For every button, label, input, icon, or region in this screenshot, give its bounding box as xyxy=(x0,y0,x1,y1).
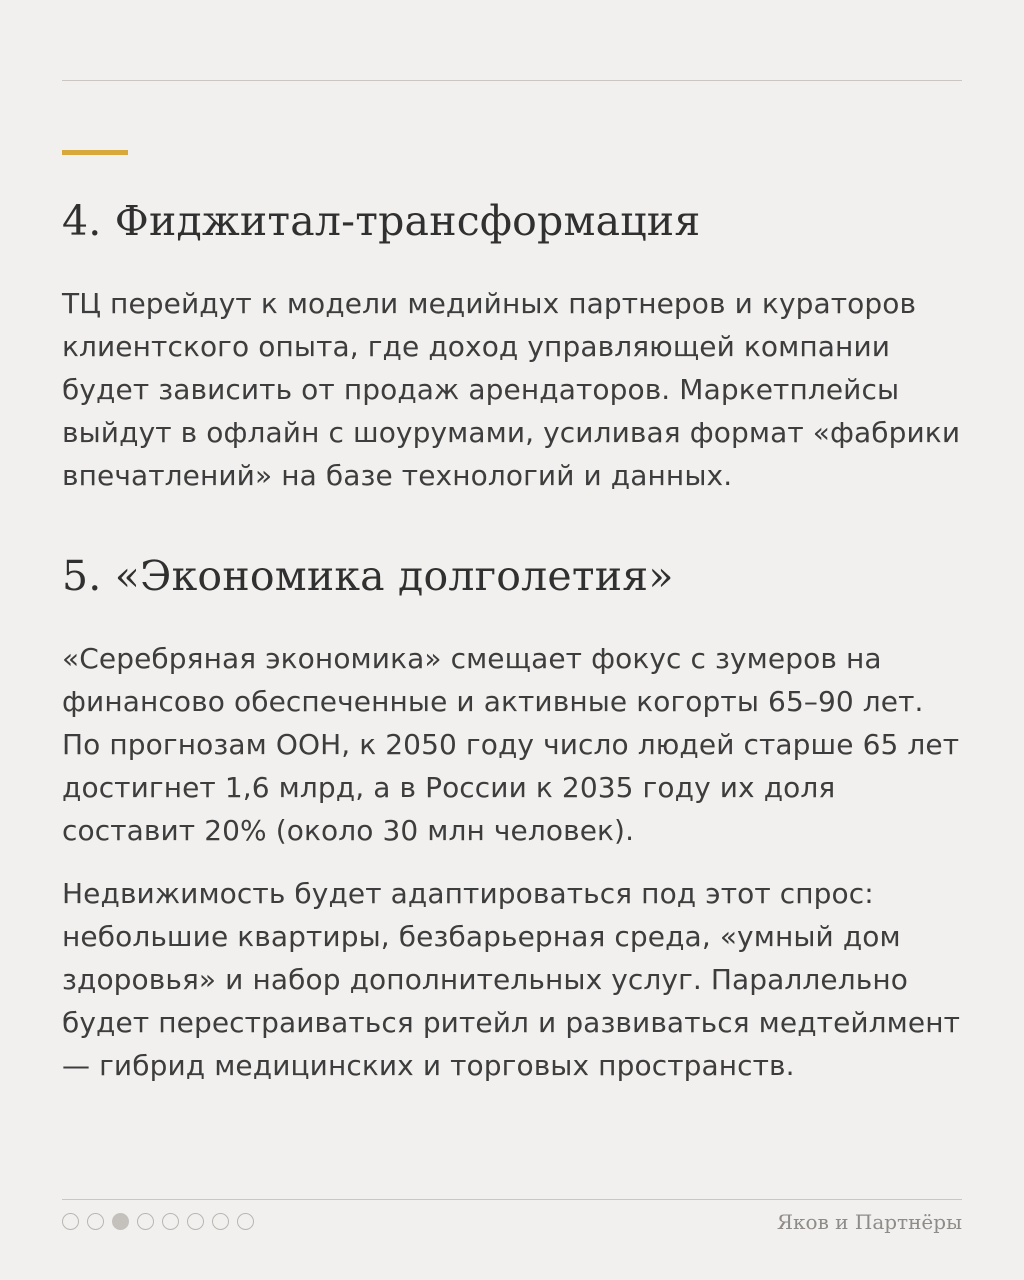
section-5-paragraph-1: «Серебряная экономика» смещает фокус с зумеров на финансово обеспеченные и активные когорты 65–90 лет. По прогнозам ООН, к 2050 году число людей старше 65 лет достигнет 1,6 млрд, а в России к 2035 году их доля составит 20% (около 30 млн человек). xyxy=(62,642,960,847)
section-heading-5: 5. «Экономика долголетия» xyxy=(62,552,674,600)
pager-dot[interactable] xyxy=(137,1213,154,1230)
section-heading-4: 4. Фиджитал-трансформация xyxy=(62,197,701,245)
pager-dot[interactable] xyxy=(87,1213,104,1230)
brand-name: Яков и Партнёры xyxy=(776,1210,962,1234)
slide-pager xyxy=(62,1213,254,1230)
pager-dot[interactable] xyxy=(62,1213,79,1230)
article-content xyxy=(62,190,967,1087)
pager-dot[interactable] xyxy=(212,1213,229,1230)
section-4-paragraph: ТЦ перейдут к модели медийных партнеров и кураторов клиентского опыта, где доход управляющей компании будет зависить от продаж арендаторов. Маркетплейсы выйдут в офлайн с шоурумами, усиливая формат «фабрики впечатлений» на базе технологий и данных. xyxy=(62,287,961,492)
pager-dot[interactable] xyxy=(237,1213,254,1230)
pager-dot[interactable] xyxy=(162,1213,179,1230)
top-divider xyxy=(62,80,962,81)
section-5-paragraph-2: Недвижимость будет адаптироваться под этот спрос: небольшие квартиры, безбарьерная среда, «умный дом здоровья» и набор дополнительных услуг. Параллельно будет перестраиваться ритейл и развиваться медтейлмент — гибрид медицинских и торговых пространств. xyxy=(62,877,961,1082)
bottom-divider xyxy=(62,1199,962,1200)
pager-dot[interactable] xyxy=(187,1213,204,1230)
pager-dot[interactable] xyxy=(112,1213,129,1230)
accent-bar xyxy=(62,150,128,155)
